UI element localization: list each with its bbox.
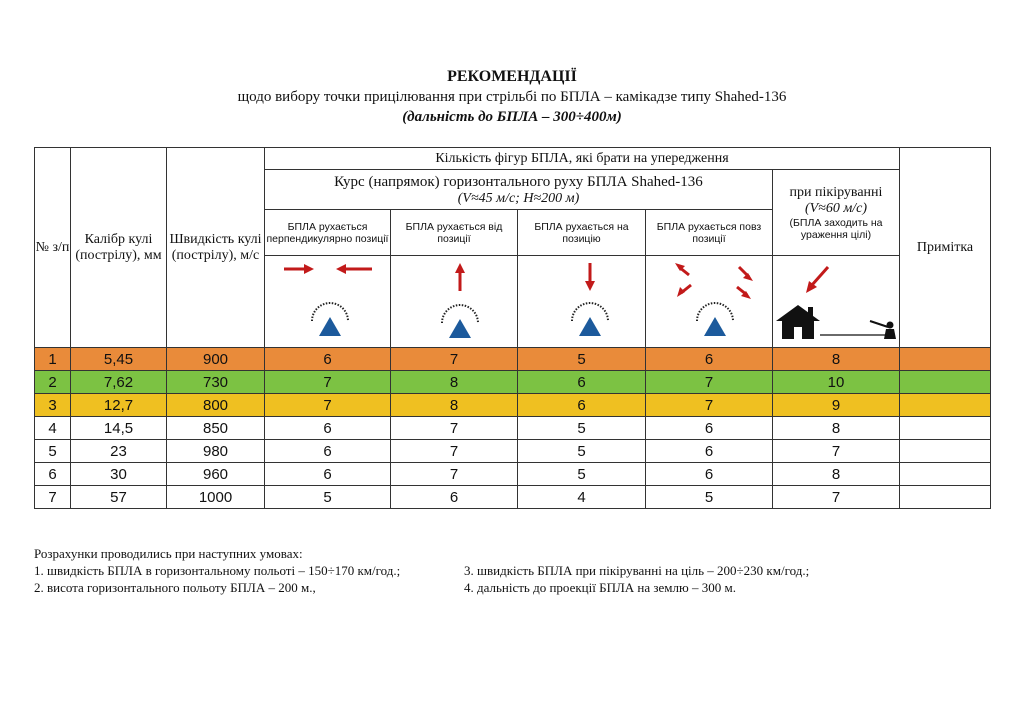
cell-dive: 8 — [773, 463, 900, 486]
position-triangle-icon — [312, 303, 348, 336]
cell-to: 5 — [518, 463, 646, 486]
cell-past: 7 — [646, 371, 773, 394]
cell-n: 2 — [35, 371, 71, 394]
pict-perp — [265, 256, 391, 348]
cell-dive: 8 — [773, 417, 900, 440]
cell-to: 4 — [518, 486, 646, 509]
arrow-up-icon — [455, 263, 465, 291]
table-row — [35, 463, 991, 486]
cell-remark — [900, 371, 991, 394]
col-header-course — [265, 170, 773, 210]
position-triangle-icon — [697, 303, 733, 336]
cell-perp: 6 — [265, 463, 391, 486]
cell-dive: 8 — [773, 348, 900, 371]
note-4: 4. дальність до проекції БПЛА на землю – 300 м. — [464, 580, 736, 595]
cell-remark — [900, 440, 991, 463]
cell-perp: 6 — [265, 440, 391, 463]
dive-label: при пікіруванні — [789, 184, 883, 200]
table-row — [35, 440, 991, 463]
position-triangle-icon — [572, 303, 608, 336]
dive-params: (V≈60 м/с) — [804, 200, 868, 216]
doc-subtitle: щодо вибору точки прицілювання при стрільбі по БПЛА – камікадзе типу Shahed-136 — [237, 89, 787, 105]
cell-perp: 6 — [265, 417, 391, 440]
dive-note: (БПЛА заходить на ураження цілі) — [789, 216, 883, 241]
arrow-right-icon — [284, 264, 314, 274]
cell-from: 7 — [391, 463, 518, 486]
cell-from: 8 — [391, 371, 518, 394]
note-1: 1. швидкість БПЛА в горизонтальному польоті – 150÷170 км/год.; — [34, 563, 401, 578]
cell-from: 8 — [391, 394, 518, 417]
course-params: (V≈45 м/с; H≈200 м) — [457, 190, 580, 206]
cell-past: 6 — [646, 417, 773, 440]
arrow-left-icon — [336, 264, 372, 274]
cell-past: 6 — [646, 463, 773, 486]
col-header-dive — [773, 170, 900, 256]
pict-to — [518, 256, 646, 348]
cell-speed: 730 — [167, 371, 265, 394]
diagonal-arrows-icon — [675, 263, 753, 299]
cell-caliber: 5,45 — [71, 348, 167, 371]
cell-past: 6 — [646, 348, 773, 371]
cell-from: 7 — [391, 348, 518, 371]
cell-caliber: 14,5 — [71, 417, 167, 440]
pict-past — [646, 256, 773, 348]
cell-remark — [900, 417, 991, 440]
cell-perp: 6 — [265, 348, 391, 371]
cell-remark — [900, 486, 991, 509]
notes-intro: Розрахунки проводились при наступних умовах: — [34, 546, 303, 561]
col-header-number: № з/п — [35, 148, 71, 348]
cell-remark — [900, 394, 991, 417]
cell-perp: 7 — [265, 394, 391, 417]
cell-n: 7 — [35, 486, 71, 509]
doc-title: РЕКОМЕНДАЦІЇ — [447, 68, 577, 85]
table-row — [35, 417, 991, 440]
cell-dive: 7 — [773, 440, 900, 463]
sub-header-to: БПЛА рухається на позицію — [518, 210, 646, 256]
cell-n: 4 — [35, 417, 71, 440]
cell-remark — [900, 348, 991, 371]
position-triangle-icon — [442, 305, 478, 338]
note-3: 3. швидкість БПЛА при пікіруванні на ціль – 200÷230 км/год.; — [464, 563, 810, 578]
table-row — [35, 394, 991, 417]
cell-n: 1 — [35, 348, 71, 371]
col-header-caliber: Калібр кулі (пострілу), мм — [71, 148, 167, 348]
note-2: 2. висота горизонтального польоту БПЛА – 200 м., — [34, 580, 316, 595]
col-header-group: Кількість фігур БПЛА, які брати на упередження — [265, 148, 900, 170]
cell-speed: 800 — [167, 394, 265, 417]
cell-from: 7 — [391, 440, 518, 463]
col-header-remark: Примітка — [900, 148, 991, 348]
house-icon — [776, 305, 820, 339]
cell-caliber: 30 — [71, 463, 167, 486]
table-row — [35, 371, 991, 394]
cell-dive: 7 — [773, 486, 900, 509]
notes-block — [34, 545, 810, 596]
pict-from — [391, 256, 518, 348]
doc-range-note: (дальність до БПЛА – 300÷400м) — [402, 109, 622, 125]
arrow-down-icon — [585, 263, 595, 291]
cell-past: 5 — [646, 486, 773, 509]
shooter-icon — [870, 321, 896, 339]
cell-dive: 9 — [773, 394, 900, 417]
cell-to: 5 — [518, 417, 646, 440]
cell-to: 6 — [518, 371, 646, 394]
cell-speed: 960 — [167, 463, 265, 486]
table-row — [35, 348, 991, 371]
cell-n: 5 — [35, 440, 71, 463]
cell-to: 6 — [518, 394, 646, 417]
arrow-down-left-icon — [806, 267, 828, 293]
cell-dive: 10 — [773, 371, 900, 394]
cell-remark — [900, 463, 991, 486]
cell-n: 3 — [35, 394, 71, 417]
cell-n: 6 — [35, 463, 71, 486]
cell-past: 6 — [646, 440, 773, 463]
sub-header-perp: БПЛА рухається перпендикулярно позиції — [265, 210, 391, 256]
sub-header-past: БПЛА рухається повз позиції — [646, 210, 773, 256]
cell-caliber: 12,7 — [71, 394, 167, 417]
cell-caliber: 7,62 — [71, 371, 167, 394]
cell-to: 5 — [518, 440, 646, 463]
cell-from: 6 — [391, 486, 518, 509]
cell-caliber: 57 — [71, 486, 167, 509]
col-header-speed: Швидкість кулі (пострілу), м/с — [167, 148, 265, 348]
cell-from: 7 — [391, 417, 518, 440]
cell-speed: 1000 — [167, 486, 265, 509]
cell-past: 7 — [646, 394, 773, 417]
cell-perp: 5 — [265, 486, 391, 509]
cell-to: 5 — [518, 348, 646, 371]
cell-perp: 7 — [265, 371, 391, 394]
recommendation-table — [34, 147, 991, 509]
cell-speed: 850 — [167, 417, 265, 440]
cell-caliber: 23 — [71, 440, 167, 463]
course-label: Курс (напрямок) горизонтального руху БПЛА Shahed-136 — [334, 173, 703, 190]
sub-header-from: БПЛА рухається від позиції — [391, 210, 518, 256]
cell-speed: 980 — [167, 440, 265, 463]
table-row — [35, 486, 991, 509]
cell-speed: 900 — [167, 348, 265, 371]
pict-dive — [773, 256, 900, 348]
